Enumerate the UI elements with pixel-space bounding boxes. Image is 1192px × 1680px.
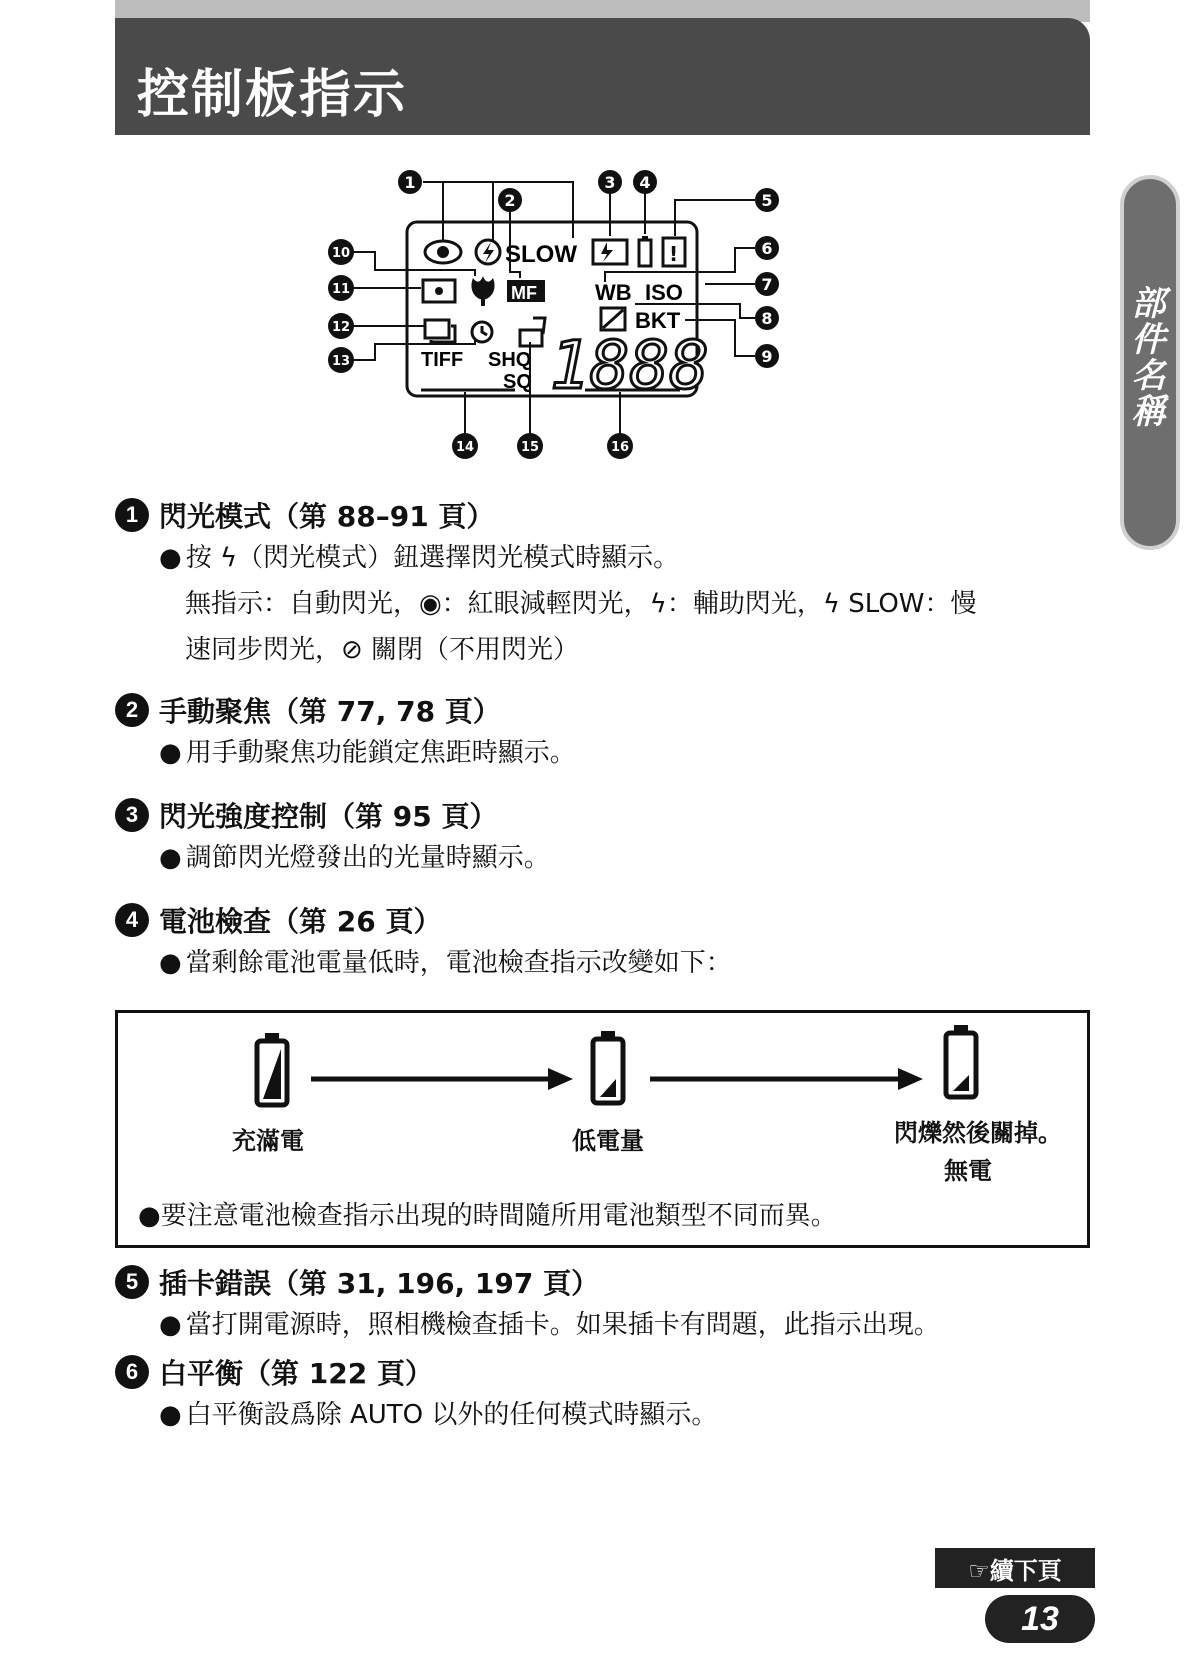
battery-full-label: 充滿電	[232, 1127, 304, 1155]
svg-text:!: !	[669, 242, 679, 266]
mf-icon	[507, 280, 545, 303]
lcd-shq-text: SHQ	[488, 349, 532, 371]
side-tab-label: 部件名稱	[1125, 285, 1165, 429]
svg-text:4: 4	[639, 173, 651, 192]
section-number: 2	[115, 693, 149, 727]
battery-low-label: 低電量	[572, 1127, 644, 1155]
lcd-iso-text: ISO	[645, 280, 683, 305]
section-title: 插卡錯誤（第 31, 196, 197 頁）	[159, 1267, 600, 1300]
section-heading	[115, 795, 1095, 835]
sequential-shooting-icon	[425, 320, 455, 342]
callout-10	[328, 239, 354, 265]
svg-text:1: 1	[404, 173, 416, 192]
bullet-item: ● 當打開電源時，照相機檢查插卡。如果插卡有問題，此指示出現。	[159, 1310, 940, 1340]
callout-3	[598, 170, 622, 194]
section-card-error	[115, 1262, 1095, 1348]
battery-none-label: 無電	[944, 1157, 992, 1185]
battery-icon	[639, 236, 651, 266]
lcd-sq-text: SQ	[503, 371, 532, 393]
svg-text:9: 9	[761, 347, 773, 366]
svg-text:5: 5	[761, 191, 773, 210]
bullet-item: ● 白平衡設爲除 AUTO 以外的任何模式時顯示。	[159, 1400, 718, 1430]
bullet-item: ● 調節閃光燈發出的光量時顯示。	[159, 843, 550, 873]
lcd-wb-text: WB	[595, 280, 632, 305]
bullet-item: ● 按 ϟ（閃光模式）鈕選擇閃光模式時顯示。	[159, 543, 680, 573]
card-error-icon	[663, 238, 685, 266]
battery-status-box	[115, 1010, 1090, 1248]
svg-text:2: 2	[504, 191, 516, 210]
svg-text:7: 7	[761, 275, 773, 294]
header-title-box	[115, 18, 1090, 135]
svg-text:10: 10	[331, 246, 351, 261]
bullet-item: ● 用手動聚焦功能鎖定焦距時顯示。	[159, 738, 576, 768]
svg-text:13: 13	[331, 354, 351, 369]
svg-text:6: 6	[761, 239, 773, 258]
section-battery-check	[115, 900, 1095, 986]
callout-14	[452, 433, 478, 459]
bullet-continuation: 無指示：自動閃光，◉：紅眼減輕閃光，ϟ：輔助閃光，ϟ SLOW：慢	[185, 589, 977, 619]
continue-next-page-label: ☞續下頁	[935, 1548, 1095, 1588]
section-heading	[115, 900, 1095, 940]
callout-15	[517, 433, 543, 459]
section-number: 4	[115, 903, 149, 937]
lcd-mf-text: MF	[511, 283, 537, 303]
spot-metering-icon	[423, 280, 455, 302]
svg-text:14: 14	[455, 440, 475, 455]
bullet-continuation: 速同步閃光，⊘ 關閉（不用閃光）	[185, 635, 580, 665]
section-number: 3	[115, 798, 149, 832]
section-number: 6	[115, 1355, 149, 1389]
svg-text:8: 8	[761, 309, 773, 328]
section-number: 5	[115, 1265, 149, 1299]
svg-text:15: 15	[520, 440, 540, 455]
lcd-diagram	[331, 170, 805, 500]
section-flash-mode	[115, 495, 1095, 673]
lcd-tiff-text: TIFF	[421, 349, 464, 371]
callout-6	[755, 236, 779, 260]
svg-text:3: 3	[604, 173, 616, 192]
svg-text:16: 16	[610, 440, 630, 455]
callout-2	[498, 188, 522, 212]
callout-11	[328, 275, 354, 301]
section-title: 閃光強度控制（第 95 頁）	[159, 800, 498, 833]
lcd-bkt-text: BKT	[635, 308, 681, 333]
callout-4	[633, 170, 657, 194]
section-number: 1	[115, 498, 149, 532]
section-heading	[115, 495, 1095, 535]
callout-16	[607, 433, 633, 459]
callout-1	[398, 170, 422, 194]
section-flash-intensity	[115, 795, 1095, 881]
section-manual-focus	[115, 690, 1095, 776]
section-title: 白平衡（第 122 頁）	[159, 1357, 433, 1390]
battery-blink-label: 閃爍然後關掉。	[894, 1119, 1062, 1147]
flash-intensity-icon	[593, 240, 627, 264]
section-heading	[115, 1262, 1095, 1302]
battery-low-icon	[593, 1031, 623, 1103]
svg-text:11: 11	[331, 282, 351, 297]
section-title: 手動聚焦（第 77, 78 頁）	[159, 695, 501, 728]
callout-12	[328, 313, 354, 339]
page-number: 13	[985, 1595, 1095, 1643]
lcd-slow-text: SLOW	[505, 241, 577, 268]
section-heading	[115, 690, 1095, 730]
section-title: 閃光模式（第 88–91 頁）	[159, 500, 495, 533]
section-heading	[115, 1352, 1095, 1392]
callout-5	[755, 188, 779, 212]
header-band	[115, 0, 1090, 135]
battery-full-icon	[257, 1033, 287, 1105]
battery-note: ●要注意電池檢查指示出現的時間隨所用電池類型不同而異。	[138, 1201, 837, 1231]
section-white-balance	[115, 1352, 1095, 1438]
bullet-item: ● 當剩餘電池電量低時，電池檢查指示改變如下：	[159, 948, 732, 978]
callout-9	[755, 344, 779, 368]
section-title: 電池檢查（第 26 頁）	[159, 905, 442, 938]
svg-text:12: 12	[331, 320, 351, 335]
battery-empty-icon	[946, 1025, 976, 1097]
page-title: 控制板指示	[137, 65, 408, 125]
callout-8	[755, 306, 779, 330]
lcd-digits: 1888	[550, 327, 709, 404]
callout-7	[755, 272, 779, 296]
callout-13	[328, 347, 354, 373]
